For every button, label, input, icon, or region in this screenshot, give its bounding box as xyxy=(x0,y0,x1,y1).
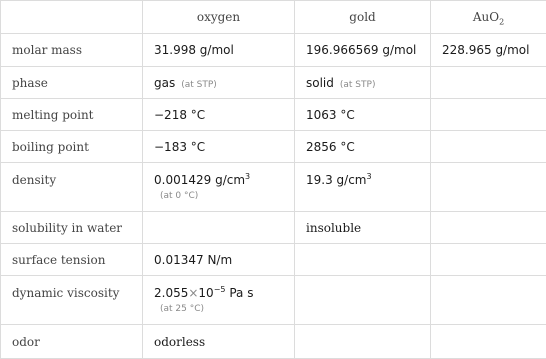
row-label-density: density xyxy=(1,163,143,212)
row-label-dynamic-viscosity: dynamic viscosity xyxy=(1,276,143,325)
auo2-surface-tension xyxy=(431,244,546,276)
oxygen-density-exponent: 3 xyxy=(245,172,250,181)
header-auo2-subscript: 2 xyxy=(499,17,504,26)
row-label-surface-tension: surface tension xyxy=(1,244,143,276)
auo2-solubility xyxy=(431,212,546,244)
row-label-melting-point: melting point xyxy=(1,99,143,131)
oxygen-molar-mass: 31.998 g/mol xyxy=(143,34,295,67)
oxygen-odor: odorless xyxy=(143,325,295,359)
auo2-molar-mass: 228.965 g/mol xyxy=(431,34,546,67)
gold-molar-mass: 196.966569 g/mol xyxy=(295,34,431,67)
header-auo2 xyxy=(431,1,546,34)
oxygen-solubility xyxy=(143,212,295,244)
gold-phase-cell xyxy=(295,67,431,99)
row-label-phase: phase xyxy=(1,67,143,99)
oxygen-surface-tension: 0.01347 N/m xyxy=(143,244,295,276)
table-row-odor xyxy=(1,325,546,359)
oxygen-density-cell xyxy=(143,163,295,212)
oxygen-viscosity-times: × xyxy=(188,286,198,300)
oxygen-density: 0.001429 g/cm xyxy=(154,173,245,187)
row-label-molar-mass: molar mass xyxy=(1,34,143,67)
row-label-odor: odor xyxy=(1,325,143,359)
oxygen-viscosity-cell xyxy=(143,276,295,325)
header-gold: gold xyxy=(295,1,431,34)
auo2-phase-cell xyxy=(431,67,546,99)
auo2-odor xyxy=(431,325,546,359)
auo2-boiling-point xyxy=(431,131,546,163)
table-row-solubility xyxy=(1,212,546,244)
row-label-boiling-point: boiling point xyxy=(1,131,143,163)
gold-odor xyxy=(295,325,431,359)
oxygen-boiling-point: −183 °C xyxy=(143,131,295,163)
gold-phase: solid xyxy=(306,76,334,90)
gold-surface-tension xyxy=(295,244,431,276)
oxygen-viscosity-base: 10 xyxy=(198,286,213,300)
gold-density: 19.3 g/cm xyxy=(306,173,366,187)
oxygen-phase-cell xyxy=(143,67,295,99)
row-label-solubility: solubility in water xyxy=(1,212,143,244)
gold-phase-note: (at STP) xyxy=(340,80,376,90)
oxygen-density-note: (at 0 °C) xyxy=(160,191,294,201)
table-row-surface-tension xyxy=(1,244,546,276)
table-row-molar-mass xyxy=(1,34,546,67)
oxygen-phase-note: (at STP) xyxy=(181,80,217,90)
gold-density-cell xyxy=(295,163,431,212)
header-oxygen: oxygen xyxy=(143,1,295,34)
table-row-phase xyxy=(1,67,546,99)
header-row xyxy=(1,1,546,34)
oxygen-viscosity-unit: Pa s xyxy=(229,286,253,300)
gold-melting-point: 1063 °C xyxy=(295,99,431,131)
header-auo2-text: AuO xyxy=(473,10,499,24)
oxygen-viscosity-note: (at 25 °C) xyxy=(160,304,294,314)
table-row-melting-point xyxy=(1,99,546,131)
gold-boiling-point: 2856 °C xyxy=(295,131,431,163)
auo2-melting-point xyxy=(431,99,546,131)
oxygen-melting-point: −218 °C xyxy=(143,99,295,131)
table-row-density xyxy=(1,163,546,212)
oxygen-viscosity-mantissa: 2.055 xyxy=(154,286,188,300)
oxygen-viscosity-exponent: −5 xyxy=(214,285,226,294)
gold-viscosity xyxy=(295,276,431,325)
gold-density-exponent: 3 xyxy=(366,172,371,181)
gold-solubility: insoluble xyxy=(295,212,431,244)
table-row-dynamic-viscosity xyxy=(1,276,546,325)
auo2-density xyxy=(431,163,546,212)
header-empty-cell xyxy=(1,1,143,34)
table-row-boiling-point xyxy=(1,131,546,163)
auo2-viscosity xyxy=(431,276,546,325)
oxygen-phase: gas xyxy=(154,76,175,90)
